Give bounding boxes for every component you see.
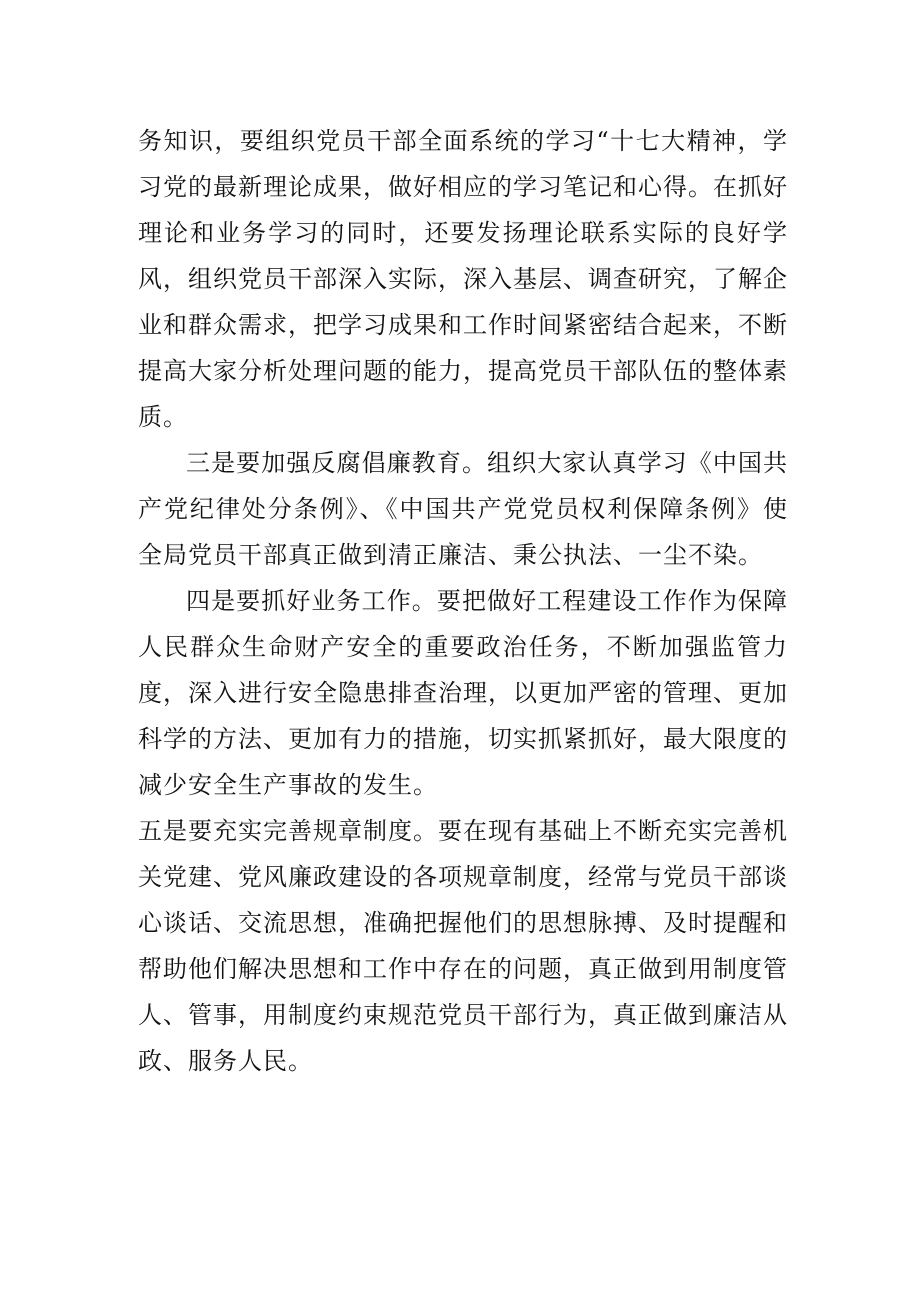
paragraph-business-work: 四是要抓好业务工作。要把做好工程建设工作作为保障人民群众生命财产安全的重要政治任务，不断加强监管力度，深入进行安全隐患排查治理，以更加严密的管理、更加科学的方法、更加有力的措施，切实抓紧抓好，最大限度的减少安全生产事故的发生。 — [138, 587, 788, 799]
paragraph-rules-system: 五是要充实完善规章制度。要在现有基础上不断充实完善机关党建、党风廉政建设的各项规章制度，经常与党员干部谈心谈话、交流思想，准确把握他们的思想脉搏、及时提醒和帮助他们解决思想和工作中存在的问题，真正做到用制度管人、管事，用制度约束规范党员干部行为，真正做到廉洁从政、服务人民。 — [138, 817, 788, 1075]
paragraph-anti-corruption: 三是要加强反腐倡廉教育。组织大家认真学习《中国共产党纪律处分条例》、《中国共产党党员权利保障条例》使全局党员干部真正做到清正廉洁、秉公执法、一尘不染。 — [138, 449, 788, 569]
paragraph-study-knowledge: 务知识，要组织党员干部全面系统的学习“十七大精神，学习党的最新理论成果，做好相应的学习笔记和心得。在抓好理论和业务学习的同时，还要发扬理论联系实际的良好学风，组织党员干部深入实际，深入基层、调查研究，了解企业和群众需求，把学习成果和工作时间紧密结合起来，不断提高大家分析处理问题的能力，提高党员干部队伍的整体素质。 — [138, 127, 788, 431]
document-body — [138, 118, 788, 1084]
